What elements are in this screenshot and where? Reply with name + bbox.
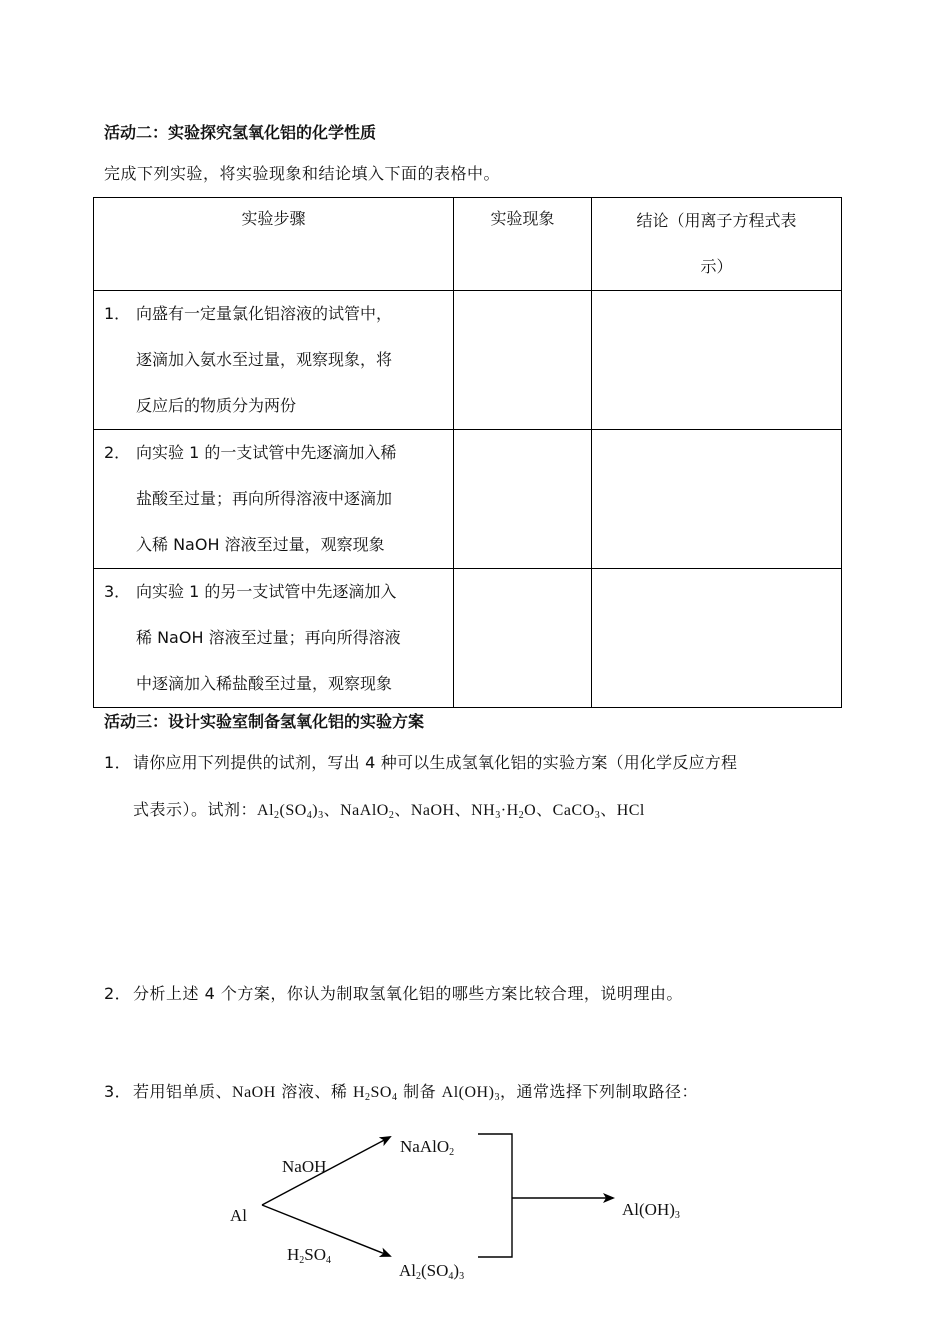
- q3-text: 若用铝单质、NaOH 溶液、稀 $H_2SO_4$ 制备 $Al(OH)_3$，通常选择下列制取路径：: [133, 1082, 698, 1103]
- diagram-naalo2: NaAlO$_2$: [400, 1137, 455, 1158]
- diagram-h2so4: $H_2SO_4$: [287, 1245, 332, 1266]
- step-line: 盐酸至过量；再向所得溶液中逐滴加: [136, 489, 393, 508]
- step-line: 向盛有一定量氯化铝溶液的试管中，: [136, 304, 393, 323]
- step-line: 稀 NaOH 溶液至过量；再向所得溶液: [136, 628, 401, 647]
- q1-line1: 请你应用下列提供的试剂，写出 4 种可以生成氢氧化铝的实验方案（用化学反应方程: [133, 753, 738, 772]
- diagram-al2so43: $Al_2(SO_4)_3$: [399, 1261, 465, 1282]
- step-number: 3．: [104, 582, 131, 601]
- step-number: 2．: [104, 443, 131, 462]
- step-line: 逐滴加入氨水至过量，观察现象，将: [136, 350, 393, 369]
- header-conclusion-line1: 结论（用离子方程式表: [636, 211, 797, 230]
- header-phenomenon: 实验现象: [454, 198, 592, 291]
- q1-line2-prefix: 式表示）。试剂：: [133, 800, 258, 819]
- step-number: 1．: [104, 304, 131, 323]
- q2-number: 2．: [104, 984, 132, 1003]
- diagram-aloh3: $Al(OH)_3$: [622, 1200, 680, 1221]
- activity2-instruction: 完成下列实验，将实验现象和结论填入下面的表格中。: [104, 164, 501, 183]
- q1-number: 1．: [104, 753, 132, 772]
- diagram-al: Al: [230, 1206, 247, 1225]
- bracket: [478, 1134, 512, 1257]
- q3-number: 3．: [104, 1082, 132, 1101]
- header-conclusion-line2: 示）: [700, 257, 733, 276]
- step-line: 入稀 NaOH 溶液至过量，观察现象: [136, 535, 385, 554]
- diagram-naoh: NaOH: [282, 1157, 327, 1176]
- header-steps: 实验步骤: [94, 198, 454, 291]
- step-line: 反应后的物质分为两份: [136, 396, 297, 415]
- activity3-title: 活动三：设计实验室制备氢氧化铝的实验方案: [104, 712, 425, 731]
- step-line: 向实验 1 的一支试管中先逐滴加入稀: [136, 443, 397, 462]
- q1-reagents: $Al_2(SO_4)_3$、NaAlO$_2$、NaOH、$NH_3\cdot H_2O$、CaCO$_3$、HCl: [257, 802, 645, 821]
- q2-text: 分析上述 4 个方案，你认为制取氢氧化铝的哪些方案比较合理，说明理由。: [133, 984, 683, 1003]
- step-line: 向实验 1 的另一支试管中先逐滴加入: [136, 582, 397, 601]
- step-line: 中逐滴加入稀盐酸至过量，观察现象: [136, 674, 393, 693]
- activity2-title: 活动二：实验探究氢氧化铝的化学性质: [104, 123, 377, 142]
